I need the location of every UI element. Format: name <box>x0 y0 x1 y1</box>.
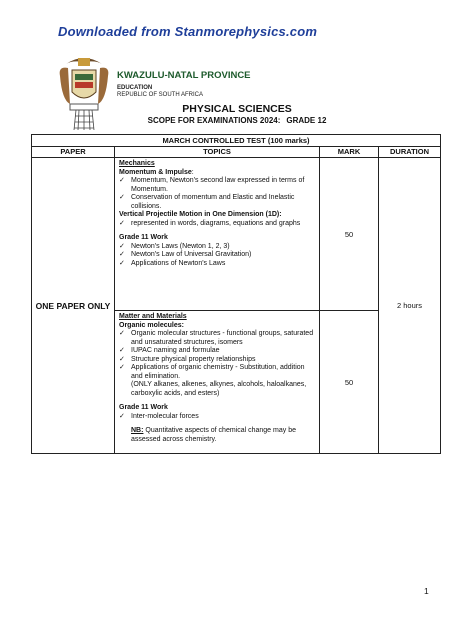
department-line-2: REPUBLIC OF SOUTH AFRICA <box>117 91 204 98</box>
department-name <box>117 85 203 98</box>
check-icon: ✓ <box>119 347 125 354</box>
subtitle-scope: SCOPE FOR EXAMINATIONS 2024: <box>147 116 281 125</box>
mark-matter: 50 <box>320 311 379 454</box>
list-item <box>119 330 315 347</box>
list-item-text: Momentum, Newton's second law expressed in terms of Momentum. <box>131 177 305 193</box>
list-item-text: Applications of organic chemistry - Substitution, addition and elimination. <box>131 364 305 380</box>
check-icon: ✓ <box>119 219 125 227</box>
list-item <box>119 364 315 381</box>
col-duration: DURATION <box>379 147 441 158</box>
sub-heading-suffix: : <box>191 168 194 176</box>
check-icon: ✓ <box>119 364 125 371</box>
check-icon: ✓ <box>119 355 125 363</box>
mark-mechanics: 50 <box>320 158 379 311</box>
section-heading: Matter and Materials <box>119 313 187 320</box>
list-item <box>119 177 315 194</box>
check-icon: ✓ <box>119 330 125 337</box>
topics-mechanics <box>115 158 320 311</box>
check-icon: ✓ <box>119 242 125 250</box>
list-item-text: (ONLY alkanes, alkenes, alkynes, alcohols, haloalkanes, carboxylic acids, and esters) <box>131 381 307 397</box>
list-item-text: Inter-molecular forces <box>131 412 199 420</box>
check-icon: ✓ <box>119 194 125 201</box>
list-item <box>119 251 315 260</box>
watermark-text: Downloaded from Stanmorephysics.com <box>58 24 318 39</box>
list-item-text: IUPAC naming and formulae <box>131 347 220 354</box>
sub-heading: Momentum & Impulse <box>119 168 192 176</box>
sub-heading: Organic molecules: <box>119 321 184 329</box>
check-icon: ✓ <box>119 251 125 258</box>
duration-cell: 2 hours <box>379 158 441 454</box>
sub-heading: Vertical Projectile Motion in One Dimension (1D): <box>119 211 282 218</box>
table-heading-row <box>32 135 441 147</box>
list-item-note <box>119 381 315 398</box>
paper-cell: ONE PAPER ONLY <box>32 158 115 454</box>
list-item <box>119 243 315 252</box>
table-row <box>32 158 441 311</box>
column-header-row <box>32 147 441 158</box>
list-item-text: Newton's Law of Universal Gravitation) <box>131 251 252 258</box>
list-item <box>119 356 315 365</box>
check-icon: ✓ <box>119 412 125 420</box>
nb-text: Quantitative aspects of chemical change may be assessed across chemistry. <box>131 427 296 443</box>
check-icon: ✓ <box>119 259 125 267</box>
department-line-1: EDUCATION <box>117 85 153 91</box>
test-heading: MARCH CONTROLLED TEST (100 marks) <box>32 135 441 147</box>
list-item <box>119 413 315 422</box>
col-paper: PAPER <box>32 147 115 158</box>
subtitle-grade: GRADE 12 <box>286 116 327 125</box>
list-item-text: Organic molecular structures - functional groups, saturated and unsaturated structures, isomers <box>131 330 314 346</box>
list-item <box>119 220 315 229</box>
page-number: 1 <box>424 586 429 596</box>
scope-table <box>31 134 441 454</box>
province-name: KWAZULU-NATAL PROVINCE <box>117 70 251 81</box>
list-item <box>119 194 315 211</box>
document-title: PHYSICAL SCIENCES <box>182 103 292 115</box>
list-item <box>119 347 315 356</box>
topics-matter <box>115 311 320 454</box>
list-item-text: Structure physical property relationships <box>131 355 256 363</box>
check-icon: ✓ <box>119 177 125 184</box>
list-item-text: Newton's Laws (Newton 1, 2, 3) <box>131 242 230 250</box>
list-item-text: Applications of Newton's Laws <box>131 259 226 267</box>
nb-note <box>119 427 315 444</box>
sub-heading: Grade 11 Work <box>119 404 168 411</box>
list-item-text: represented in words, diagrams, equations and graphs <box>131 219 301 227</box>
col-mark: MARK <box>320 147 379 158</box>
list-item <box>119 260 315 269</box>
col-topics: TOPICS <box>115 147 320 158</box>
document-subtitle <box>0 116 474 125</box>
list-item-text: Conservation of momentum and Elastic and Inelastic collisions. <box>131 194 295 210</box>
sub-heading: Grade 11 Work <box>119 234 168 241</box>
section-heading: Mechanics <box>119 160 155 167</box>
nb-label: NB: <box>131 427 144 434</box>
